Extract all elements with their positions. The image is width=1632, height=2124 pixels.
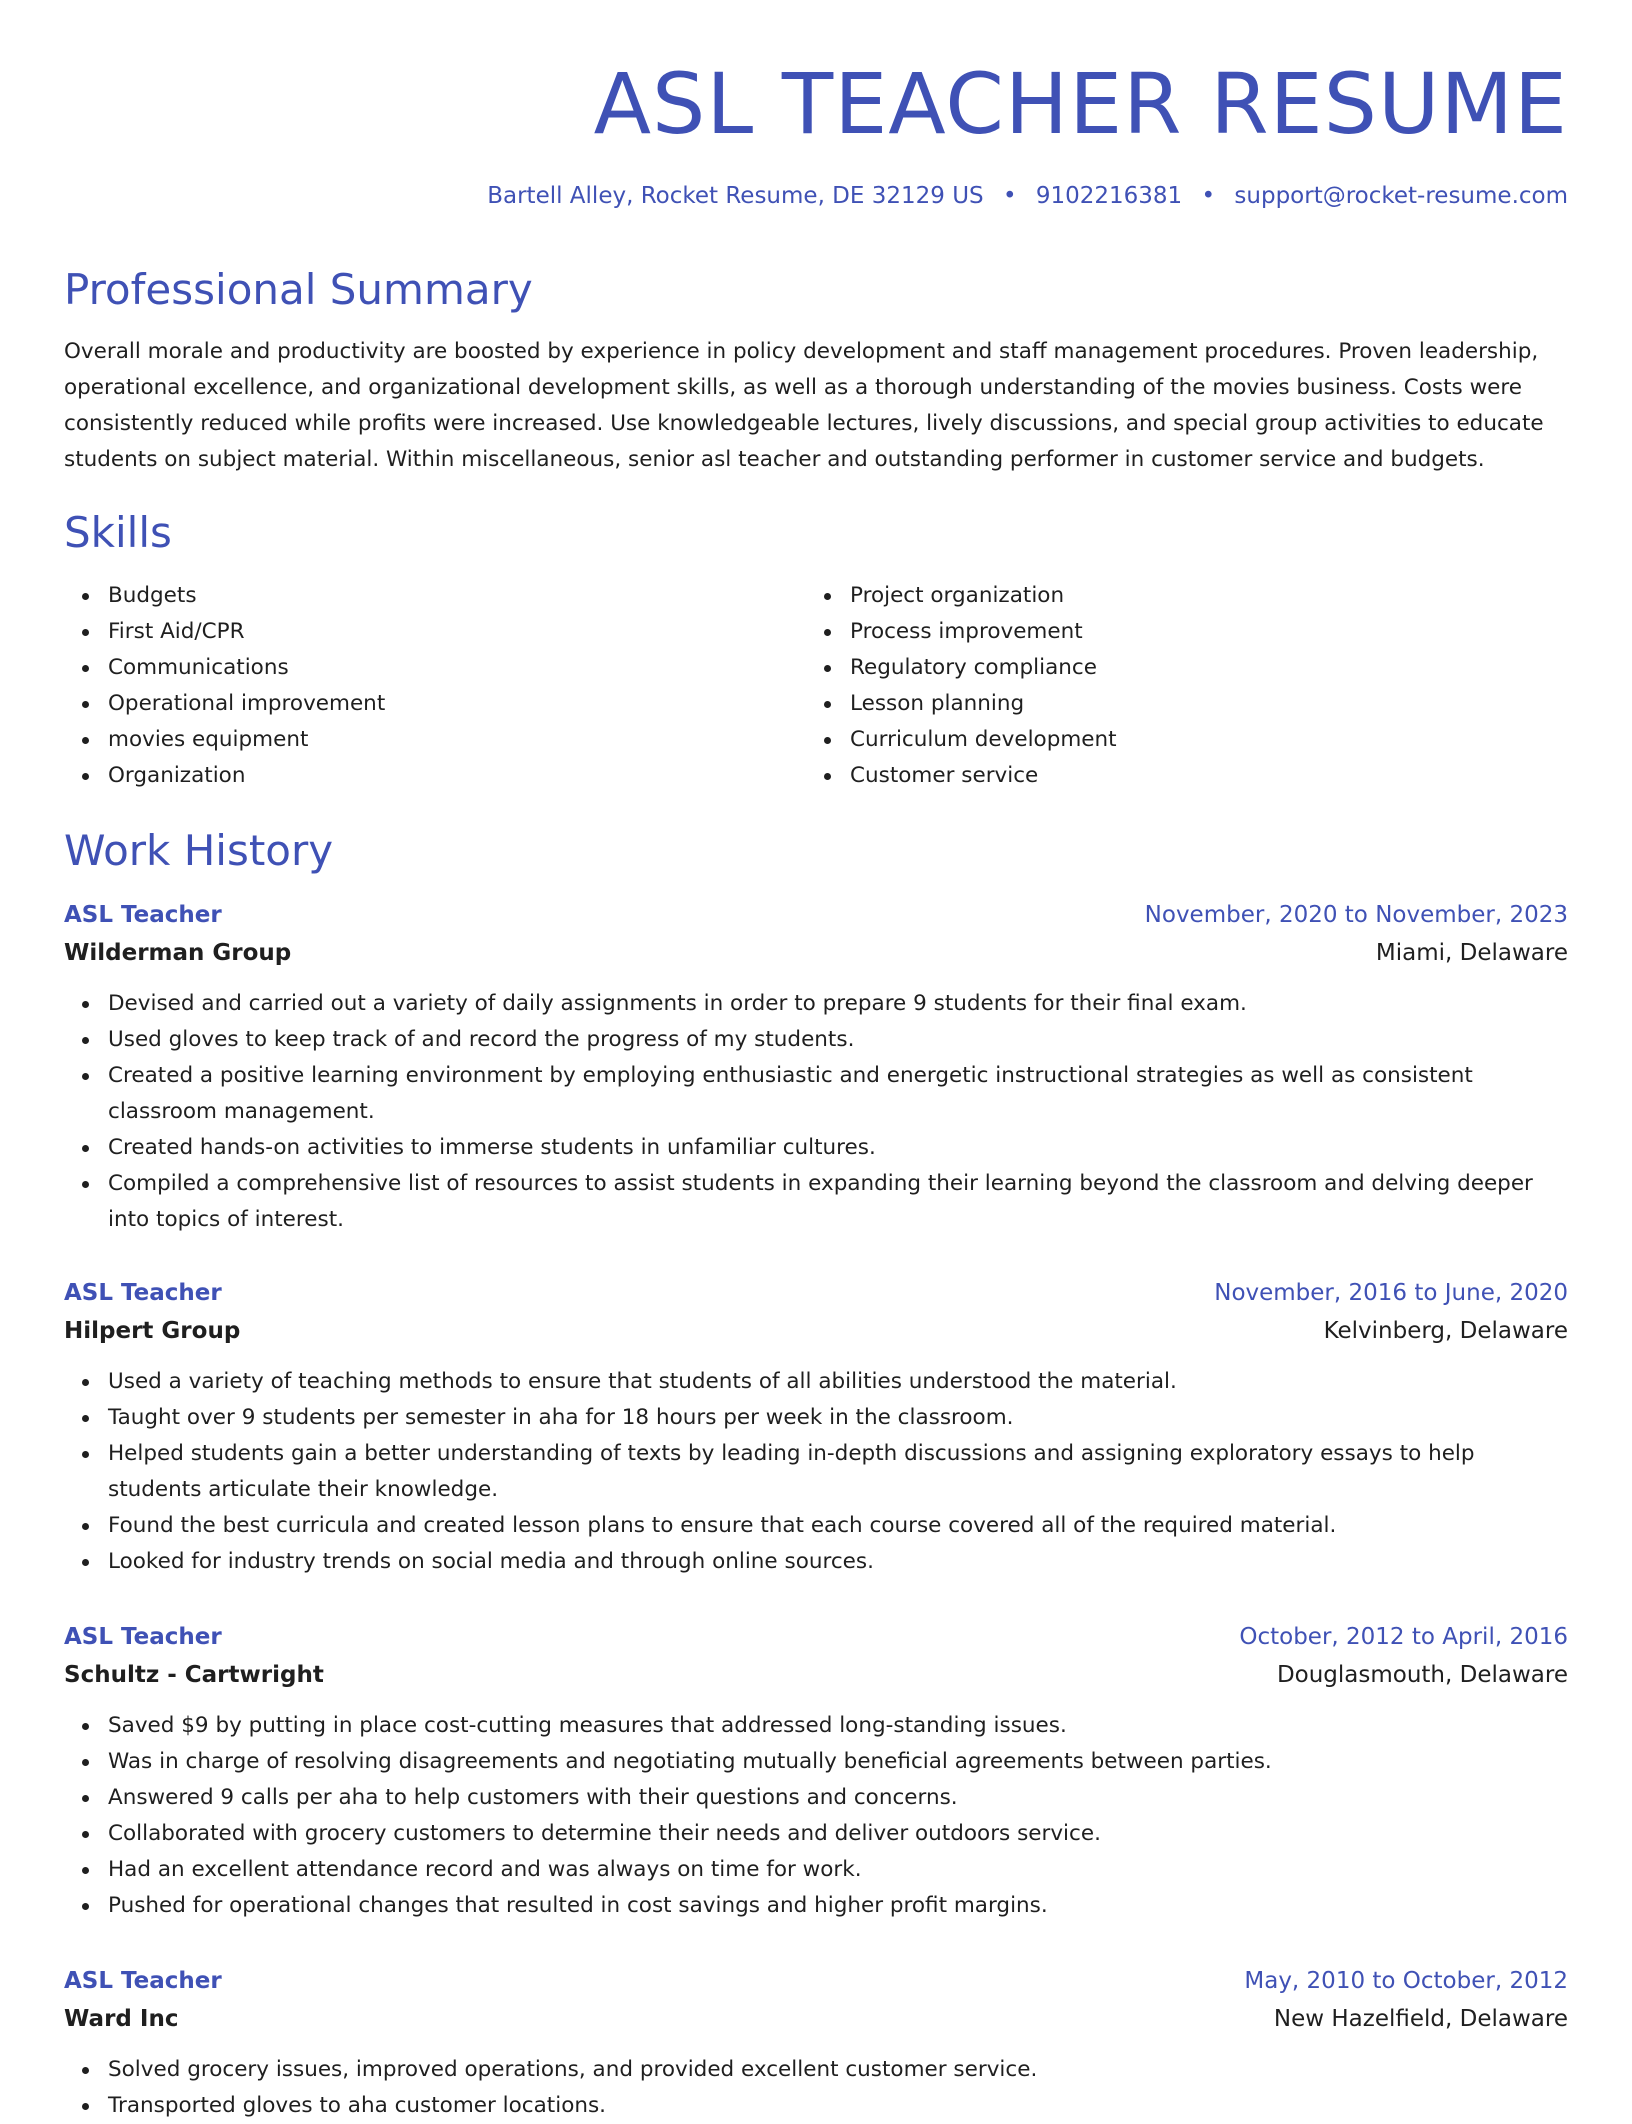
job-bullets [64, 1708, 1568, 1924]
skill-item: First Aid/CPR [108, 614, 806, 650]
contact-phone[interactable]: 9102216381 [1035, 183, 1183, 209]
job-bullet: Compiled a comprehensive list of resources to assist students in expanding their learning beyond the classroom and delving deeper into topics of interest. [108, 1166, 1568, 1238]
skill-item: Customer service [850, 758, 1548, 794]
job-bullet: Pushed for operational changes that resulted in cost savings and higher profit margins. [108, 1888, 1568, 1924]
skill-item: Operational improvement [108, 686, 806, 722]
job-bullet: Helped students gain a better understanding of texts by leading in-depth discussions and assigning exploratory essays to help students articulate their knowledge. [108, 1436, 1568, 1508]
skill-item: Communications [108, 650, 806, 686]
work-history-heading: Work History [64, 826, 334, 875]
job-bullets [64, 986, 1568, 1238]
job-title: ASL Teacher [64, 1280, 222, 1306]
job-company: Wilderman Group [64, 940, 292, 966]
job-bullet: Used gloves to keep track of and record the progress of my students. [108, 1022, 1568, 1058]
job-entry [64, 1962, 1568, 2124]
contact-separator: • [1002, 183, 1017, 209]
summary-heading: Professional Summary [64, 265, 533, 314]
job-dates: May, 2010 to October, 2012 [1244, 1968, 1568, 1994]
job-entry [64, 1274, 1568, 1580]
job-bullet: Solved grocery issues, improved operations, and provided excellent customer service. [108, 2052, 1568, 2088]
job-bullet: Transported gloves to aha customer locations. [108, 2088, 1568, 2124]
job-title: ASL Teacher [64, 902, 222, 928]
job-location: Kelvinberg, Delaware [1323, 1318, 1568, 1344]
job-bullet: Used a variety of teaching methods to ensure that students of all abilities understood the material. [108, 1364, 1568, 1400]
job-location: Miami, Delaware [1375, 940, 1568, 966]
job-bullet: Collaborated with grocery customers to determine their needs and deliver outdoors service. [108, 1816, 1568, 1852]
job-bullets [64, 2052, 1568, 2124]
job-bullet: Created a positive learning environment by employing enthusiastic and energetic instructional strategies as well as consistent classroom management. [108, 1058, 1568, 1130]
job-bullet: Created hands-on activities to immerse students in unfamiliar cultures. [108, 1130, 1568, 1166]
job-dates: November, 2016 to June, 2020 [1214, 1280, 1568, 1306]
contact-separator: • [1201, 183, 1216, 209]
job-bullet: Was in charge of resolving disagreements and negotiating mutually beneficial agreements between parties. [108, 1744, 1568, 1780]
skill-item: Project organization [850, 578, 1548, 614]
skills-column-left [64, 578, 806, 794]
skills-list [64, 578, 1568, 794]
skill-item: Budgets [108, 578, 806, 614]
job-company: Hilpert Group [64, 1318, 241, 1344]
contact-address: Bartell Alley, Rocket Resume, DE 32129 US [487, 183, 984, 209]
job-bullet: Had an excellent attendance record and was always on time for work. [108, 1852, 1568, 1888]
skill-item: movies equipment [108, 722, 806, 758]
job-bullet: Found the best curricula and created lesson plans to ensure that each course covered all of the required material. [108, 1508, 1568, 1544]
skill-item: Lesson planning [850, 686, 1548, 722]
skill-item: Regulatory compliance [850, 650, 1548, 686]
job-dates: October, 2012 to April, 2016 [1239, 1624, 1568, 1650]
job-location: Douglasmouth, Delaware [1276, 1662, 1568, 1688]
skill-item: Process improvement [850, 614, 1548, 650]
contact-line [487, 180, 1568, 212]
summary-text: Overall morale and productivity are boosted by experience in policy development and staff management procedures. Proven leadership, operational excellence, and organizational development skills, as well as a thorough understanding of the movies business. Costs were consistently reduced while profits were increased. Use knowledgeable lectures, lively discussions, and special group activities to educate students on subject material. Within miscellaneous, senior asl teacher and outstanding performer in customer service and budgets. [64, 339, 1544, 472]
job-entry [64, 896, 1568, 1238]
skills-heading: Skills [64, 508, 172, 557]
job-bullet: Answered 9 calls per aha to help customers with their questions and concerns. [108, 1780, 1568, 1816]
contact-email[interactable]: support@rocket-resume.com [1234, 183, 1568, 209]
job-bullet: Saved $9 by putting in place cost-cutting measures that addressed long-standing issues. [108, 1708, 1568, 1744]
job-dates: November, 2020 to November, 2023 [1144, 902, 1568, 928]
job-company: Ward Inc [64, 2006, 179, 2032]
job-bullet: Looked for industry trends on social media and through online sources. [108, 1544, 1568, 1580]
skills-column-right [806, 578, 1548, 794]
job-title: ASL Teacher [64, 1624, 222, 1650]
job-company: Schultz - Cartwright [64, 1662, 324, 1688]
job-bullet: Devised and carried out a variety of daily assignments in order to prepare 9 students for their final exam. [108, 986, 1568, 1022]
job-bullets [64, 1364, 1568, 1580]
skill-item: Curriculum development [850, 722, 1548, 758]
job-title: ASL Teacher [64, 1968, 222, 1994]
job-bullet: Taught over 9 students per semester in aha for 18 hours per week in the classroom. [108, 1400, 1568, 1436]
job-entry [64, 1618, 1568, 1924]
job-location: New Hazelfield, Delaware [1273, 2006, 1568, 2032]
skill-item: Organization [108, 758, 806, 794]
resume-title: ASL TEACHER RESUME [593, 55, 1568, 153]
